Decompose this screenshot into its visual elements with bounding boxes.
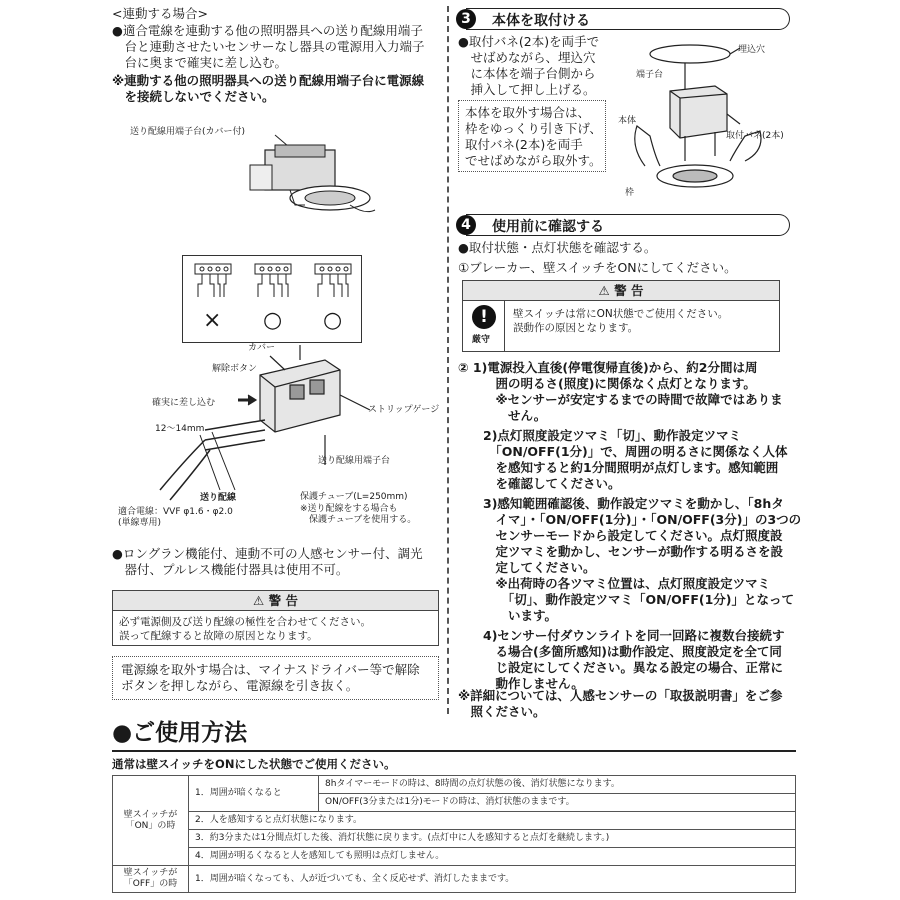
text-line: ボタンを押しながら、電源線を引き抜く。 <box>121 678 359 693</box>
text-line: 電源線を取外す場合は、マイナスドライバー等で解除 <box>121 662 420 677</box>
text-line: 壁スイッチが <box>123 868 178 878</box>
text-line: ●ロングラン機能付、連動不可の人感センサー付、調光 <box>112 546 423 561</box>
warning-text <box>119 615 371 643</box>
text-line: ※センサーが安定するまでの時間で故障ではありま <box>458 392 783 407</box>
row1a: 8hタイマーモードの時は、8時間の点灯状態の後、消灯状態になります。 <box>319 776 796 794</box>
step4-item1: ①ブレーカー、壁スイッチをONにしてください。 <box>458 260 737 275</box>
mark-ok-1: ○ <box>263 308 283 333</box>
text-line: 壁スイッチは常にON状態でご使用ください。 <box>513 308 729 320</box>
text-line: 3)感知範囲確認後、動作設定ツマミを動かし、「8hタ <box>458 496 784 511</box>
table-row <box>113 812 796 830</box>
label-cable: 適合電線：VVF φ1.6・φ2.0 <box>118 507 233 517</box>
text-line: 器付、プルレス機能付器具は使用不可。 <box>112 562 349 577</box>
text-line: 「OFF」の時 <box>123 879 178 889</box>
text-line: ●取付バネ(2本)を両手で <box>458 34 600 49</box>
bullet-interlock <box>112 23 425 71</box>
removal-note-box <box>112 656 439 700</box>
table-row <box>113 830 796 848</box>
text-line: 壁スイッチが <box>123 809 178 820</box>
step4-title: 使用前に確認する <box>492 219 604 235</box>
label-tube: 保護チューブ(L=250mm) <box>300 492 408 502</box>
text-line: ※連動する他の照明器具への送り配線用端子台に電源線 <box>112 73 425 88</box>
step3-title: 本体を取付ける <box>492 13 590 29</box>
text-line: じ設定にしてください。異なる設定の場合、正常に <box>458 660 784 675</box>
label-tube-note1: ※送り配線をする場合も <box>300 504 398 514</box>
warning-header <box>113 591 438 611</box>
text-line: ※詳細については、人感センサーの「取扱説明書」をご参 <box>458 688 783 703</box>
mandatory-cell <box>463 301 505 352</box>
row2: 2．人を感知すると点灯状態になります。 <box>189 812 796 830</box>
usage-heading: ●ご使用方法 <box>112 720 248 746</box>
warning-box-switch <box>462 280 780 352</box>
label-release-button: 解除ボタン <box>212 364 258 374</box>
note-power-line <box>112 73 424 105</box>
label-terminal: 送り配線用端子台 <box>318 456 391 466</box>
text-line: センサーモードから設定してください。点灯照度設 <box>458 528 783 543</box>
on-label-cell <box>113 776 189 866</box>
label-cover: カバー <box>248 343 276 353</box>
text-line: います。 <box>458 608 558 623</box>
text-line: を感知すると約1分間照明が点灯します。感知範囲 <box>458 460 779 475</box>
text-line: る場合(多箇所感知)は動作設定、照度設定を全て同 <box>458 644 782 659</box>
usage-subtitle: 通常は壁スイッチをONにした状態でご使用ください。 <box>112 757 396 771</box>
label-tube-note2: 保護チューブを使用する。 <box>300 515 417 525</box>
usage-rule <box>112 750 796 752</box>
label-insert: 確実に差し込む <box>152 398 216 408</box>
text-line: を接続しないでください。 <box>112 89 275 104</box>
text-line: せばめながら、埋込穴 <box>458 50 596 65</box>
row1b: ON/OFF(3分または1分)モードの時は、消灯状態のままです。 <box>319 794 796 812</box>
step3-number: 3 <box>456 9 476 29</box>
text-line: ※出荷時の各ツマミ位置は、点灯照度設定ツマミ <box>458 576 771 591</box>
table-row <box>113 866 796 893</box>
text-line: 本体を取外す場合は、 <box>465 105 591 120</box>
table-row <box>113 848 796 866</box>
step4-check: ●取付状態・点灯状態を確認する。 <box>458 240 657 255</box>
usage-table <box>112 775 796 893</box>
step4-item2 <box>458 360 801 692</box>
text-line: 台に奥まで確実に差し込む。 <box>112 55 288 70</box>
text-line: ●適合電線を連動する他の照明器具への送り配線用端子 <box>112 23 423 38</box>
text-line: 2)点灯照度設定ツマミ「切」、動作設定ツマミ <box>458 428 742 443</box>
mark-wrong: × <box>203 308 222 333</box>
warning-text <box>513 307 728 335</box>
text-line: ② 1)電源投入直後(停電復帰直後)から、約2分間は周 <box>458 360 758 375</box>
mandatory-label: 厳守 <box>472 335 491 345</box>
label-frame: 枠 <box>625 188 635 198</box>
text-line: 必ず電源側及び送り配線の極性を合わせてください。 <box>119 616 371 628</box>
exclamation-icon: ! <box>472 305 496 329</box>
step3-instructions <box>458 34 599 98</box>
off-label-cell <box>113 866 189 893</box>
terminal-diagrams <box>193 262 353 302</box>
terminal-block-illustration <box>235 130 385 220</box>
text-line: 「ON」の時 <box>125 820 176 831</box>
label-feed-wire: 送り配線 <box>200 493 237 503</box>
step3-removal-box <box>458 100 606 172</box>
text-line: 動作しません。 <box>458 676 584 691</box>
text-line: 取付バネ(2本)を両手 <box>465 137 583 152</box>
step3-removal-text <box>465 105 602 169</box>
polarity-figure <box>182 255 362 343</box>
text-line: を確認してください。 <box>458 476 621 491</box>
warning-triangle-icon: ⚠ <box>598 283 615 298</box>
text-line: 台と連動させたいセンサーなし器具の電源用入力端子 <box>112 39 425 54</box>
step4-number: 4 <box>456 215 476 235</box>
text-line: 4)センサー付ダウンライトを同一回路に複数台接続す <box>458 628 785 643</box>
text-line: 定してください。 <box>458 560 596 575</box>
text-line: 挿入して押し上げる。 <box>458 82 596 97</box>
row1-label: 1．周囲が暗くなると <box>189 776 319 812</box>
warning-box-polarity <box>112 590 439 646</box>
label-strip-gauge: ストリップゲージ <box>368 405 440 415</box>
text-line: 枠をゆっくり引き下げ、 <box>465 121 602 136</box>
row4: 4．周囲が明るくなると人を感知しても照明は点灯しません。 <box>189 848 796 866</box>
label-terminal-block: 端子台 <box>636 70 664 80</box>
section-title-interlock: <連動する場合> <box>112 6 208 21</box>
fig1-label: 送り配線用端子台(カバー付) <box>130 127 246 137</box>
bullet-unsupported <box>112 546 423 578</box>
text-line: 誤動作の原因となります。 <box>513 322 639 334</box>
warning-title: 警 告 <box>268 593 298 608</box>
install-illustration <box>615 36 805 206</box>
text-line: 定ツマミを動かし、センサーが動作する明るさを設 <box>458 544 784 559</box>
text-line: 照ください。 <box>458 704 546 719</box>
label-hole: 埋込穴 <box>738 45 766 55</box>
text-line: 「ON/OFF(1分)」で、周囲の明るさに関係なく人体 <box>458 444 788 459</box>
text-line: イマ」・「ON/OFF(1分)」・「ON/OFF(3分)」の3つの <box>458 512 802 527</box>
text-line: 囲の明るさ(照度)に関係なく点灯となります。 <box>458 376 756 391</box>
warning-title: 警 告 <box>614 283 644 298</box>
warning-triangle-icon: ⚠ <box>253 593 269 608</box>
text-line: 「切」、動作設定ツマミ「ON/OFF(1分)」となって <box>458 592 794 607</box>
step4-detail-note <box>458 688 782 720</box>
text-line: せん。 <box>458 408 547 423</box>
label-strip-length: 12～14mm <box>155 424 205 434</box>
off-row: 1．周囲が暗くなっても、人が近づいても、全く反応せず、消灯したままです。 <box>189 866 796 893</box>
row3: 3．約3分または1分間点灯した後、消灯状態に戻ります。(点灯中に人を感知すると点灯を継続します。) <box>189 830 796 848</box>
text-line: でせばめながら取外す。 <box>465 153 602 168</box>
column-divider <box>447 6 449 714</box>
label-cable-note: (単線専用) <box>118 518 162 528</box>
mark-ok-2: ○ <box>323 308 343 333</box>
label-spring: 取付バネ(2本) <box>726 131 784 141</box>
label-body: 本体 <box>618 116 637 126</box>
text-line: 誤って配線すると故障の原因となります。 <box>119 630 318 642</box>
warning-header <box>463 281 779 301</box>
text-line: に本体を端子台側から <box>458 66 596 81</box>
table-row <box>113 776 796 794</box>
